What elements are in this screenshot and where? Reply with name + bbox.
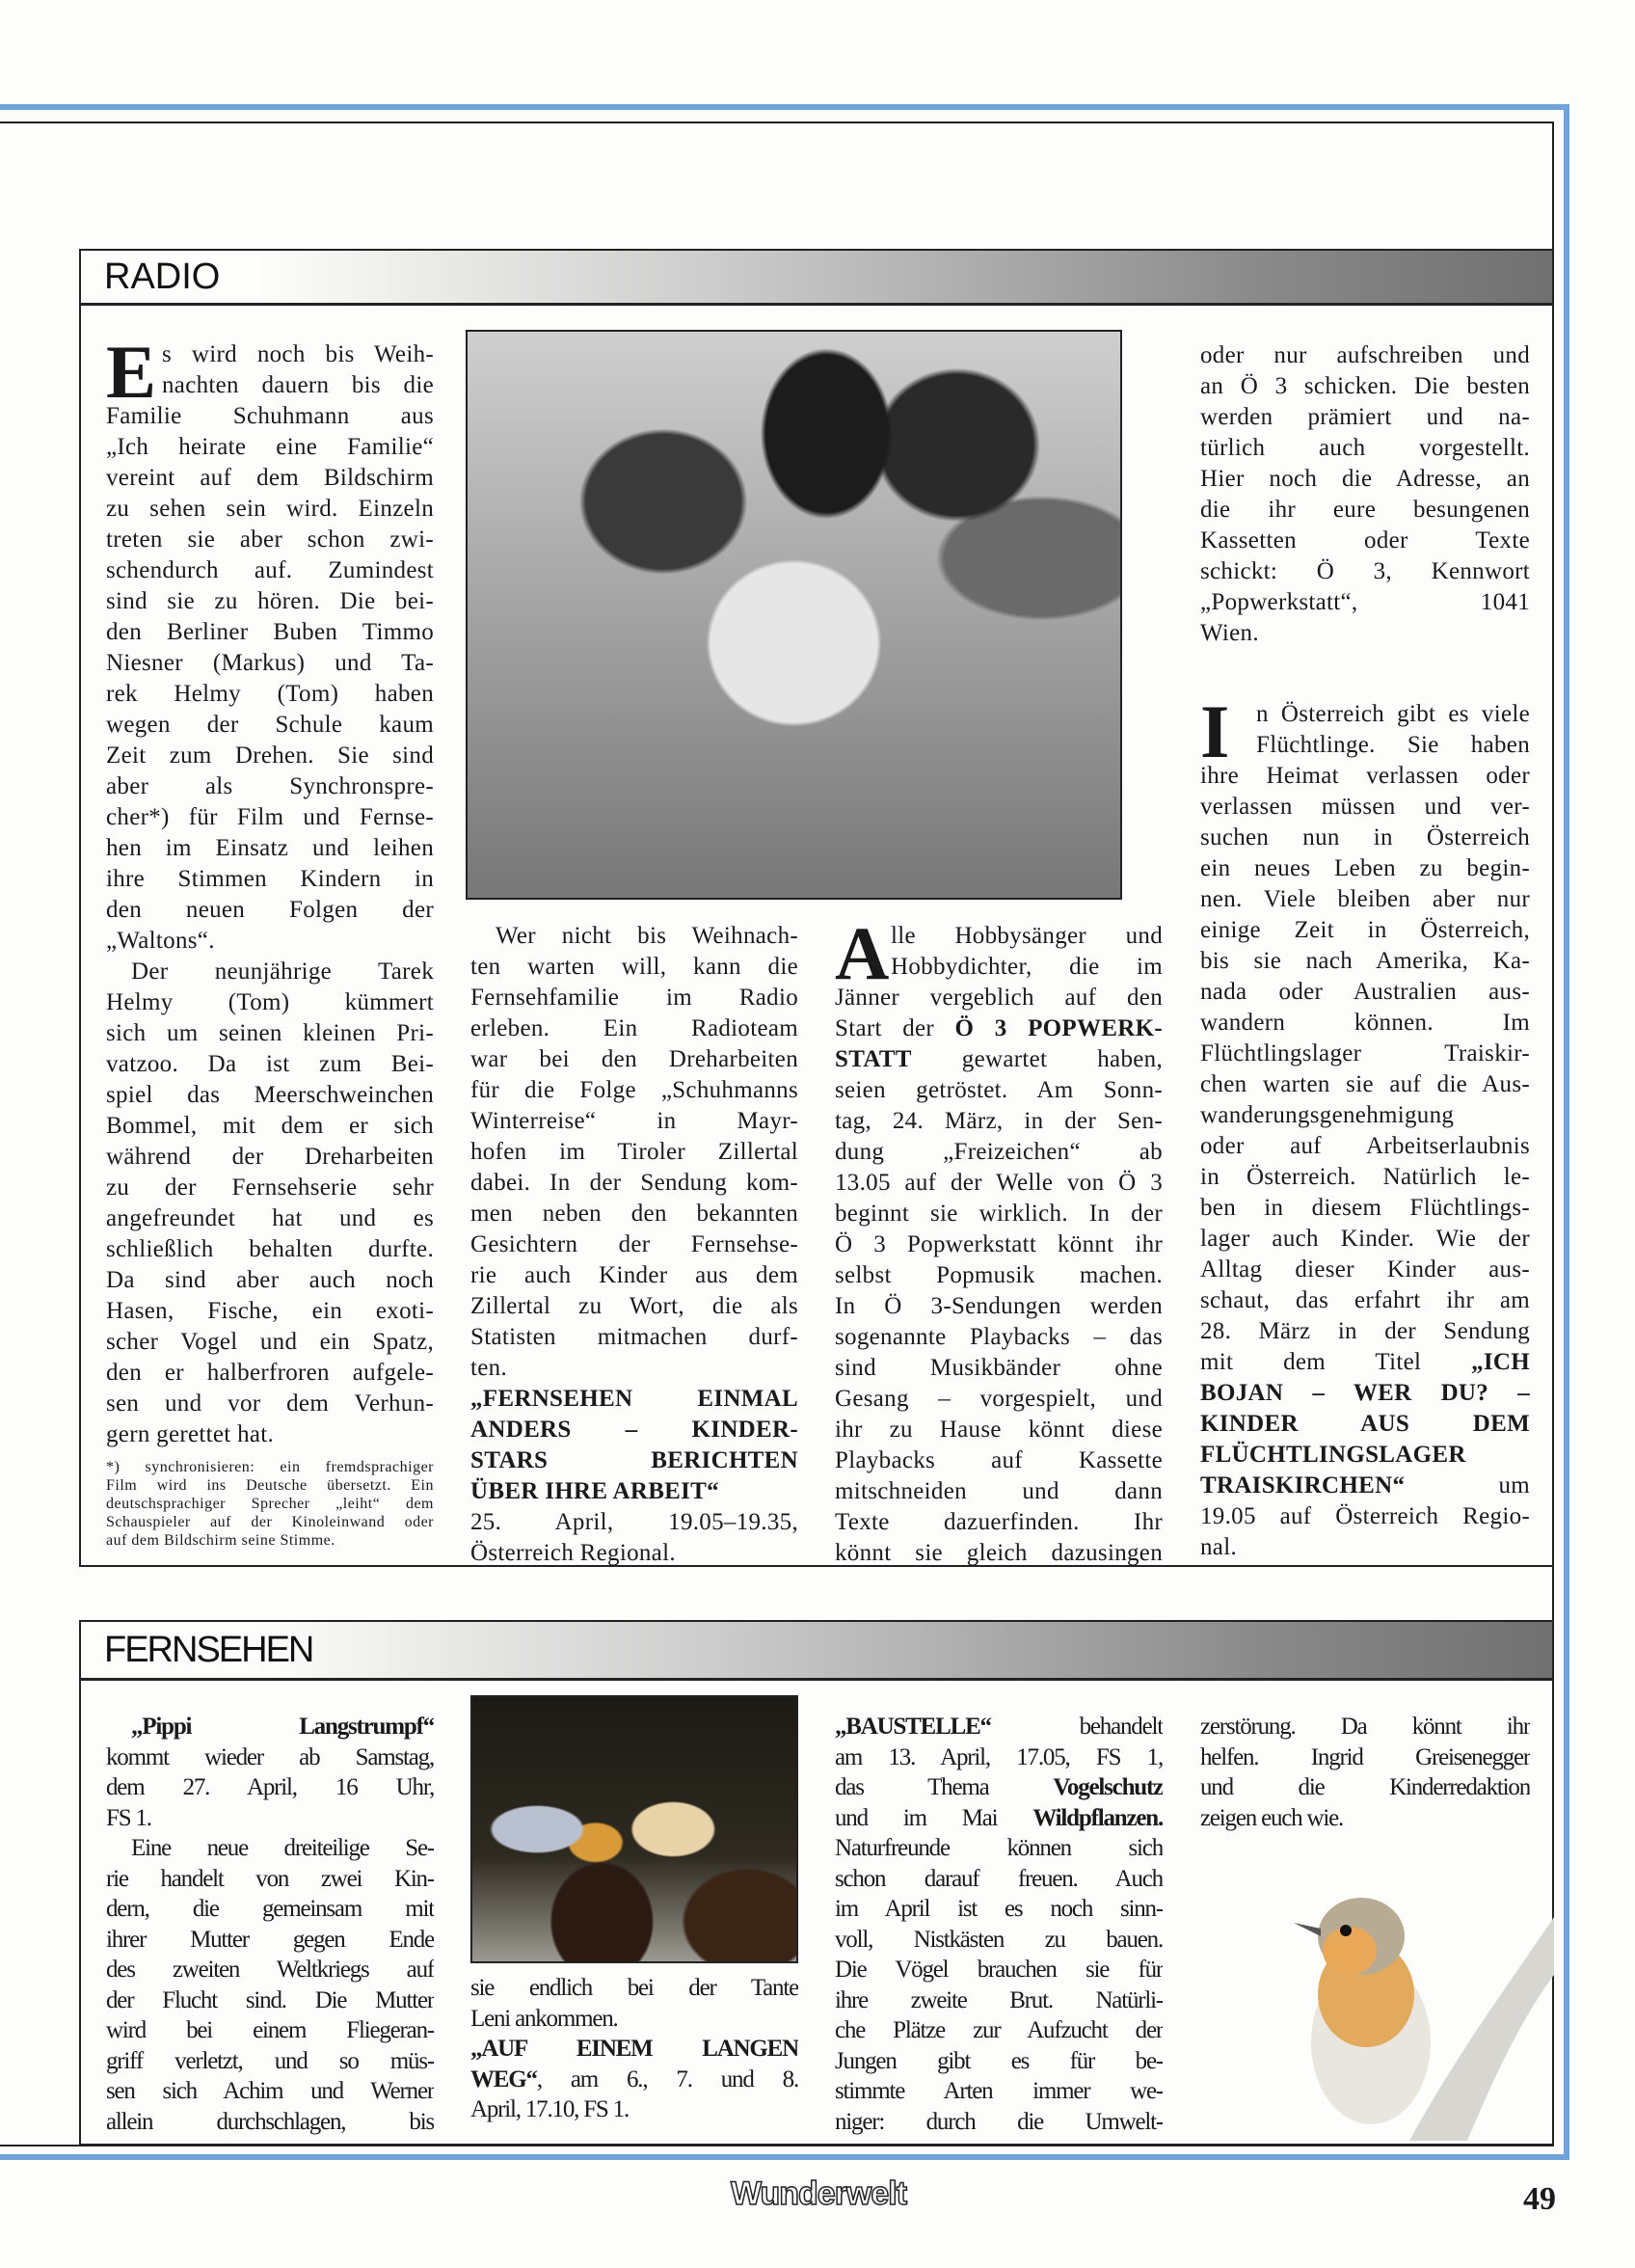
text-line: Niesner (Markus) und Ta- [106, 650, 434, 676]
text-line: men neben den bekannten [470, 1201, 798, 1227]
text-line [470, 2065, 798, 2095]
text-line: war bei den Dreharbeiten [470, 1046, 798, 1072]
fernsehen-column-1 [106, 1712, 434, 2137]
radio-column-1 [106, 330, 434, 1450]
text-line: vereint auf dem Bildschirm [106, 465, 434, 491]
text-line: selbst Popmusik machen. [835, 1262, 1163, 1288]
page-number: 49 [1523, 2181, 1556, 2217]
text-line: sind sie zu hören. Die bei- [106, 588, 434, 614]
text-line [470, 1476, 798, 1507]
text-line: ihre Heimat verlassen oder [1200, 763, 1530, 789]
text-line: kommt wieder ab Samstag, [106, 1743, 434, 1770]
text-line: treten sie aber schon zwi- [106, 526, 434, 553]
text-line: oder auf Arbeitserlaubnis [1200, 1133, 1530, 1159]
text-line: hen im Einsatz und leihen [106, 835, 434, 861]
text-line: seien getröstet. Am Sonn- [835, 1077, 1163, 1103]
text: und im Mai [835, 1804, 1033, 1831]
text-line: ten. [470, 1355, 507, 1381]
text-line [1200, 1471, 1530, 1501]
text-line: schendurch auf. Zumindest [106, 557, 434, 583]
paragraph [106, 330, 434, 957]
paragraph [106, 957, 434, 1450]
text-line: Gesichtern der Fernsehse- [470, 1231, 798, 1257]
radio-column-4 [1200, 340, 1530, 1563]
bold-text: BOJAN – WER DU? – [1200, 1380, 1530, 1406]
paragraph [106, 1458, 434, 1550]
text-line: beginnt sie wirklich. In der [835, 1201, 1163, 1227]
text-line [470, 1415, 798, 1445]
text-line: Hasen, Fische, ein exoti- [106, 1298, 434, 1324]
text-line [106, 1712, 434, 1742]
text-line: zerstörung. Da könnt ihr [1200, 1714, 1530, 1740]
text-line: „Ich heirate eine Familie“ [106, 434, 434, 460]
text-line: „Popwerkstatt“, 1041 [1200, 589, 1530, 615]
text-line: nachten dauern bis die [162, 372, 434, 398]
text-line: s wird noch bis Weih- [162, 341, 434, 367]
text-line: Statisten mitmachen durf- [470, 1324, 798, 1350]
text-line: Zeit zum Drehen. Sie sind [106, 742, 434, 769]
drop-cap: I [1200, 689, 1230, 773]
text-line: Schauspieler auf der Kinoleinwand oder [106, 1514, 434, 1530]
text-line: gern gerettet hat. [106, 1421, 275, 1447]
text-line: ein neues Leben zu begin- [1200, 855, 1530, 881]
text-line: rie auch Kinder aus dem [470, 1262, 798, 1288]
text-line: wanderungsgenehmigung [1200, 1102, 1455, 1128]
text-line: Jungen gibt es für be- [835, 2047, 1163, 2074]
text-line: griff verletzt, und so müs- [106, 2047, 434, 2074]
text-line: den Berliner Buben Timmo [106, 619, 434, 645]
text-line: Der neunjährige Tarek [131, 958, 434, 985]
text-line [835, 1772, 1163, 1803]
text-line [1200, 1409, 1530, 1440]
text-line: niger: durch die Umwelt- [835, 2108, 1163, 2135]
text-line: und die Kinderredaktion [1200, 1774, 1530, 1800]
paragraph [1200, 340, 1530, 649]
text-line: n Österreich gibt es viele [1256, 701, 1530, 727]
text-line: des zweiten Weltkriegs auf [106, 1957, 434, 1983]
text-line: nada oder Australien aus- [1200, 979, 1530, 1005]
bird-eye [1340, 1925, 1352, 1936]
text-line: Texte dazuerfinden. Ihr [835, 1509, 1163, 1535]
text-line: 19.05 auf Österreich Regio- [1200, 1503, 1530, 1529]
text-line [1200, 1378, 1530, 1409]
section-title-radio: RADIO [104, 256, 221, 297]
fernsehen-column-2 [470, 1973, 798, 2125]
text-line [470, 2034, 798, 2065]
text-line: nen. Viele bleiben aber nur [1200, 886, 1530, 912]
bold-text: STARS BERICHTEN [470, 1447, 798, 1473]
paragraph [106, 1833, 434, 2137]
bold-text: STATT [835, 1046, 912, 1072]
drop-cap: E [106, 330, 157, 414]
fernsehen-header-band [81, 1622, 1552, 1681]
text-line: suchen nun in Österreich [1200, 824, 1530, 850]
text-line: zu der Fernsehserie sehr [106, 1174, 434, 1201]
text-line [1200, 1440, 1530, 1471]
text-line: wegen der Schule kaum [106, 712, 434, 738]
text-line: Winterreise“ in Mayr- [470, 1108, 798, 1134]
bold-text: TRAISKIRCHEN“ [1200, 1472, 1406, 1498]
text-line: aber als Synchronspre- [106, 773, 434, 799]
text-line: 13.05 auf der Welle von Ö 3 [835, 1170, 1163, 1196]
text-line: werden prämiert und na- [1200, 404, 1530, 430]
bold-text: „BAUSTELLE“ [835, 1714, 991, 1740]
bold-text: ÜBER IHRE ARBEIT“ [470, 1478, 719, 1504]
text-line: die ihr eure besungenen [1200, 497, 1530, 523]
text-line: Wien. [1200, 620, 1259, 646]
text-line [470, 1445, 798, 1476]
text-line: auf dem Bildschirm seine Stimme. [106, 1532, 335, 1549]
paragraph [1200, 1712, 1530, 1833]
bold-text: Wildpflanzen. [1032, 1804, 1163, 1831]
text-line: am 13. April, 17.05, FS 1, [835, 1743, 1163, 1770]
text-line: tag, 24. März, in der Sen- [835, 1108, 1163, 1134]
wunderwelt-logo: Wunderwelt [731, 2175, 907, 2212]
text-line: Jänner vergeblich auf den [835, 985, 1163, 1011]
text-line: Hier noch die Adresse, an [1200, 466, 1530, 492]
text-line: sen sich Achim und Werner [106, 2078, 434, 2104]
text-line: Ö 3 Popwerkstatt könnt ihr [835, 1231, 1163, 1257]
text: um [1405, 1472, 1530, 1498]
text-line: cher*) für Film und Fernse- [106, 804, 434, 830]
fernsehen-column-4 [1200, 1712, 1530, 1833]
footnote [106, 1458, 434, 1550]
text-line: Kassetten oder Texte [1200, 527, 1530, 554]
text-line: der Flucht sind. Die Mutter [106, 1986, 434, 2013]
text-line: dem 27. April, 16 Uhr, [106, 1774, 434, 1800]
text-line: Leni ankommen. [470, 2005, 618, 2032]
text-line: Eine neue dreiteilige Se- [131, 1835, 434, 1861]
text-line [835, 1044, 1163, 1075]
text-line: *) synchronisieren: ein fremdsprachiger [106, 1459, 434, 1475]
text-line: während der Dreharbeiten [106, 1144, 434, 1170]
text: das Thema [835, 1774, 1054, 1800]
text-line: spiel das Meerschweinchen [106, 1082, 434, 1108]
text-line: ben in diesem Flüchtlings- [1200, 1195, 1530, 1221]
text-line: zu sehen sein wird. Einzeln [106, 496, 434, 522]
text-line [835, 1803, 1163, 1834]
children-photo [470, 1695, 798, 1963]
text-line [1200, 1347, 1530, 1378]
text: gewartet haben, [911, 1046, 1163, 1072]
text-line: verlassen müssen und ver- [1200, 794, 1530, 820]
text-line: „Waltons“. [106, 928, 215, 954]
text-line: rek Helmy (Tom) haben [106, 681, 434, 707]
text-line: zeigen euch wie. [1200, 1804, 1344, 1831]
text-line: mitschneiden und dann [835, 1478, 1163, 1504]
text-line: lager auch Kinder. Wie der [1200, 1226, 1530, 1252]
text-line: erleben. Ein Radioteam [470, 1015, 798, 1041]
bold-text: Vogelschutz [1053, 1774, 1163, 1800]
text-line: schließlich behalten durfte. [106, 1236, 434, 1262]
text-line: allein durchschlagen, bis [106, 2108, 434, 2135]
paragraph [470, 1507, 798, 1569]
text-line: rie handelt von zwei Kin- [106, 1865, 434, 1892]
bold-text: „FERNSEHEN EINMAL [470, 1386, 798, 1412]
text-line: an Ö 3 schicken. Die besten [1200, 373, 1530, 399]
text-line: könnt sie gleich dazusingen [835, 1540, 1163, 1566]
text-line: wird bei einem Fliegeran- [106, 2017, 434, 2043]
text-line: chen warten sie auf die Aus- [1200, 1071, 1530, 1097]
text-line: den er halberfroren aufgele- [106, 1360, 434, 1386]
section-title-fernsehen: FERNSEHEN [104, 1630, 313, 1670]
text-line: Wer nicht bis Weihnach- [496, 923, 798, 949]
text-line: hofen im Tiroler Zillertal [470, 1139, 798, 1165]
radio-column-2 [470, 921, 798, 1569]
text-line: Bommel, mit dem er sich [106, 1113, 434, 1139]
text-line: 28. März in der Sendung [1200, 1318, 1530, 1344]
robin-bird-image [1265, 1859, 1554, 2141]
bold-text: „ICH [1471, 1349, 1530, 1375]
bold-text: WEG“ [470, 2066, 537, 2092]
text-line: Flüchtlinge. Sie haben [1256, 732, 1530, 758]
text-line: helfen. Ingrid Greisenegger [1200, 1743, 1530, 1770]
text-line: Film wird ins Deutsche übersetzt. Ein [106, 1477, 434, 1494]
text-line: ihre Stimmen Kindern in [106, 866, 434, 892]
text-line: oder nur aufschreiben und [1200, 342, 1530, 368]
text-line: in Österreich. Natürlich le- [1200, 1164, 1530, 1190]
text-line: stimmte Arten immer we- [835, 2078, 1163, 2104]
bold-text: Ö 3 POPWERK- [954, 1015, 1163, 1041]
text-line: Hobbydichter, die im [891, 954, 1163, 980]
family-photo [466, 330, 1122, 900]
text: mit dem Titel [1200, 1349, 1472, 1375]
text-line: schon darauf freuen. Auch [835, 1865, 1163, 1892]
paragraph [835, 911, 1163, 1569]
paragraph [470, 2034, 798, 2125]
bold-text: ANDERS – KINDER- [470, 1417, 798, 1443]
text-line: Die Vögel brauchen sie für [835, 1957, 1163, 1983]
text-line: deutschsprachiger Sprecher „leiht“ dem [106, 1496, 434, 1512]
text-line: ihr zu Hause könnt diese [835, 1417, 1163, 1443]
text-line: dern, die gemeinsam mit [106, 1896, 434, 1922]
bold-text: FLÜCHTLINGSLAGER [1200, 1442, 1466, 1468]
text: , am 6., 7. und 8. [536, 2066, 798, 2092]
text-line: türlich auch vorgestellt. [1200, 435, 1530, 461]
text-line: schickt: Ö 3, Kennwort [1200, 558, 1530, 584]
text-line: ihre zweite Brut. Natürli- [835, 1986, 1163, 2013]
text-line: wandern können. Im [1200, 1010, 1530, 1036]
text-line: Helmy (Tom) kümmert [106, 989, 434, 1015]
text-line: Flüchtlingslager Traiskir- [1200, 1040, 1530, 1066]
text-line: In Ö 3-Sendungen werden [835, 1293, 1163, 1319]
text-line: dung „Freizeichen“ ab [835, 1139, 1163, 1165]
text-line: sind Musikbänder ohne [835, 1355, 1163, 1381]
paragraph [470, 1973, 798, 2034]
text-line: für die Folge „Schuhmanns [470, 1077, 798, 1103]
drop-cap: A [835, 911, 890, 995]
text-line [470, 1384, 798, 1415]
text-line: voll, Nistkästen zu bauen. [835, 1926, 1163, 1953]
radio-column-3 [835, 911, 1163, 1569]
text-line: Da sind aber auch noch [106, 1267, 434, 1293]
paragraph [470, 921, 798, 1384]
text-line: Fernsehfamilie im Radio [470, 985, 798, 1011]
text-line: bis sie nach Amerika, Ka- [1200, 948, 1530, 974]
text-line: angefreundet hat und es [106, 1205, 434, 1231]
branch [1409, 1917, 1554, 2141]
text-line [835, 1013, 1163, 1044]
text-line: Zillertal zu Wort, die als [470, 1293, 798, 1319]
text-line: vatzoo. Da ist zum Bei- [106, 1051, 434, 1077]
text-line: im April ist es noch sinn- [835, 1896, 1163, 1922]
paragraph [470, 1384, 798, 1507]
fernsehen-column-3 [835, 1712, 1163, 2137]
text-line: nal. [1200, 1534, 1237, 1560]
bold-text: KINDER AUS DEM [1200, 1411, 1530, 1437]
paragraph [106, 1712, 434, 1833]
text-line: Österreich Regional. [470, 1540, 676, 1566]
text-line: sogenannte Playbacks – das [835, 1324, 1163, 1350]
text-line: lle Hobbysänger und [891, 923, 1163, 949]
text-line: sen und vor dem Verhun- [106, 1390, 434, 1417]
text-line: Alltag dieser Kinder aus- [1200, 1256, 1530, 1282]
paragraph [1200, 689, 1530, 1563]
text: behandelt [990, 1714, 1163, 1740]
text-line: che Plätze zur Aufzucht der [835, 2017, 1163, 2043]
text: Start der [835, 1015, 955, 1041]
bold-text: „AUF EINEM LANGEN [470, 2036, 798, 2062]
paragraph [835, 1712, 1163, 2137]
text-line: Playbacks auf Kassette [835, 1447, 1163, 1473]
text-line: dabei. In der Sendung kom- [470, 1170, 798, 1196]
bold-text: „Pippi Langstrumpf“ [131, 1714, 434, 1740]
text-line: FS 1. [106, 1804, 151, 1831]
radio-header-band [81, 251, 1552, 306]
text-line: Gesang – vorgespielt, und [835, 1386, 1163, 1412]
text-line: ten warten will, kann die [470, 954, 798, 980]
text-line: April, 17.10, FS 1. [470, 2096, 630, 2122]
text-line: 25. April, 19.05–19.35, [470, 1509, 798, 1535]
text-line: scher Vogel und ein Spatz, [106, 1329, 434, 1355]
text-line: den neuen Folgen der [106, 897, 434, 923]
text-line: sich um seinen kleinen Pri- [106, 1020, 434, 1046]
text-line: Naturfreunde können sich [835, 1835, 1163, 1861]
text-line [835, 1712, 1163, 1742]
text-line: Familie Schuhmann aus [106, 403, 434, 429]
text-line: schaut, das erfahrt ihr am [1200, 1287, 1530, 1313]
text-line: einige Zeit in Österreich, [1200, 917, 1530, 943]
text-line: ihrer Mutter gegen Ende [106, 1926, 434, 1953]
text-line: sie endlich bei der Tante [470, 1975, 798, 2001]
bird-beak [1294, 1923, 1321, 1936]
